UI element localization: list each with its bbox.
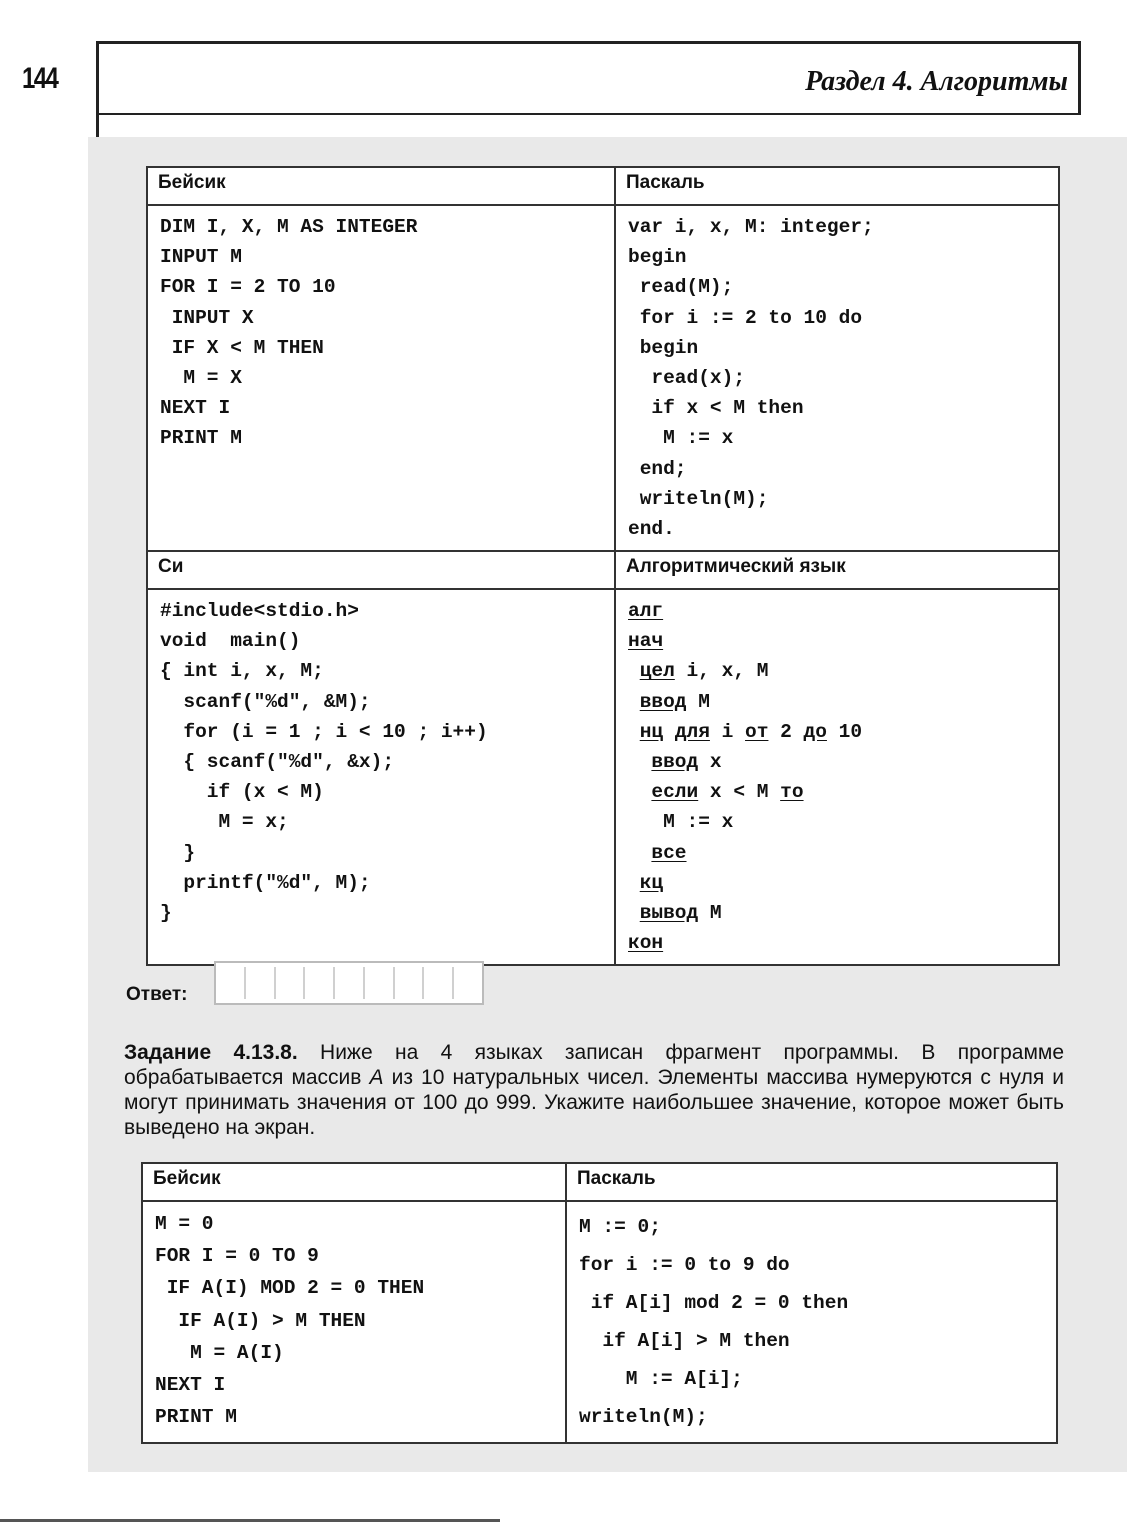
c-header: Си [147,551,615,589]
code-line: for i := 2 to 10 do [628,306,863,329]
alg-code [616,590,1058,964]
alg-header: Алгоритмический язык [615,551,1059,589]
code-line: void main() [160,630,301,653]
code-line: PRINT M [155,1406,237,1429]
code-line [628,747,1046,777]
keyword: ввод [639,690,687,713]
pascal-header: Паскаль [615,167,1059,205]
c-code [148,590,614,934]
keyword: алг [628,600,664,623]
code-line [628,838,1046,868]
code-line: for i := 0 to 9 do [579,1254,790,1276]
code-line: read(M); [628,276,734,299]
code-line: if A[i] > M then [579,1330,790,1352]
code-line [628,687,1046,717]
code-line: IF X < M THEN [160,336,324,359]
basic-code-cell [147,205,615,551]
code-line: M := x [628,427,734,450]
code-line: NEXT I [160,397,231,420]
code-line: DIM I, X, M AS INTEGER [160,216,418,238]
pascal-code-cell [615,205,1059,551]
task-number: Задание 4.13.8. [124,1041,298,1064]
code-line: M := x [628,811,734,834]
basic-header: Бейсик [147,167,615,205]
code-line: if x < M then [628,397,804,420]
code-line: M = x; [160,811,289,834]
pascal-header: Паскаль [566,1163,1057,1201]
keyword: если [651,781,699,804]
code-text: 10 [826,720,863,743]
code-line: #include<stdio.h> [160,600,359,623]
keyword: вывод [639,901,699,924]
array-name: A [369,1066,384,1089]
code-line [628,868,1046,898]
keyword: от [745,720,769,743]
code-text: M [698,901,722,924]
answer-cell [454,967,482,999]
code-table-2 [141,1162,1058,1444]
code-line [628,656,1046,686]
code-line: writeln(M); [628,487,769,510]
keyword: нач [628,630,664,653]
basic-header: Бейсик [142,1163,566,1201]
code-line: INPUT M [160,246,242,269]
c-code-cell [147,589,615,965]
task-statement [124,1040,1064,1140]
page-number: 144 [22,62,58,95]
code-line: NEXT I [155,1373,226,1396]
code-line [628,717,1046,747]
code-line: if A[i] mod 2 = 0 then [579,1292,849,1314]
code-line [628,898,1046,928]
code-line: } [160,901,172,924]
running-header [96,41,1081,115]
code-line: PRINT M [160,427,242,450]
code-line: M = 0 [155,1213,214,1235]
answer-cell [335,967,365,999]
task-text: из 10 натуральных чисел. Элементы массива нумеруются с нуля и могут принимать значения от 100 до 999. Укажите наибольшее значение, которое может быть выведено на экран. [124,1066,1064,1139]
code-text: x < M [698,781,781,804]
code-line: writeln(M); [579,1406,708,1428]
keyword: до [803,720,827,743]
answer-cell [276,967,306,999]
answer-label: Ответ: [126,984,188,1005]
section-title: Раздел 4. Алгоритмы [805,66,1068,97]
code-line: for (i = 1 ; i < 10 ; i++) [160,720,488,743]
keyword: нц [639,720,664,743]
code-line: IF A(I) MOD 2 = 0 THEN [155,1277,425,1300]
code-line: var i, x, M: integer; [628,216,874,238]
keyword: все [651,841,687,864]
code-line: } [160,841,196,864]
alg-code-cell [615,589,1059,965]
answer-cell [216,967,246,999]
keyword: кон [628,932,664,955]
code-line: if (x < M) [160,781,324,804]
answer-cell [395,967,425,999]
keyword: цел [639,660,675,683]
code-line: begin [628,246,687,269]
pascal-code-cell [566,1201,1057,1443]
answer-cell [424,967,454,999]
keyword: то [780,781,804,804]
code-line: begin [628,336,699,359]
code-line: M := A[i]; [579,1368,743,1390]
code-table-1 [146,166,1060,966]
code-line: IF A(I) > M THEN [155,1309,366,1332]
code-line: M = A(I) [155,1341,284,1364]
code-line: FOR I = 2 TO 10 [160,276,336,299]
code-line: printf("%d", M); [160,871,371,894]
code-line: end; [628,457,687,480]
task-text: Ниже на 4 языках записан фрагмент программы. В программе обрабатывается массив [124,1041,1064,1089]
basic-code [143,1202,565,1439]
pascal-code [616,206,1058,550]
answer-field[interactable] [214,961,484,1005]
code-line: { int i, x, M; [160,660,324,683]
keyword: для [674,720,710,743]
code-line [628,777,1046,807]
answer-cell [246,967,276,999]
header-rule [96,115,99,137]
answer-cell [305,967,335,999]
code-text: x [698,751,722,773]
code-text: i [709,720,746,743]
code-line: M = X [160,366,242,389]
code-line: INPUT X [160,306,254,329]
keyword: ввод [651,751,699,773]
code-text: 2 [768,720,804,743]
code-line: scanf("%d", &M); [160,690,371,713]
basic-code-cell [142,1201,566,1443]
code-line [628,626,1046,656]
keyword: кц [639,871,664,894]
code-line: FOR I = 0 TO 9 [155,1245,319,1268]
code-line: { scanf("%d", &x); [160,751,395,773]
code-line: M := 0; [579,1216,661,1238]
code-line [628,596,1046,626]
basic-code [148,206,614,460]
code-line [628,928,1046,958]
code-line: read(x); [628,366,746,389]
code-text: i, x, M [674,660,769,683]
code-line: end. [628,517,675,540]
pascal-code [567,1202,1056,1442]
code-text: M [686,690,710,713]
answer-cell [365,967,395,999]
